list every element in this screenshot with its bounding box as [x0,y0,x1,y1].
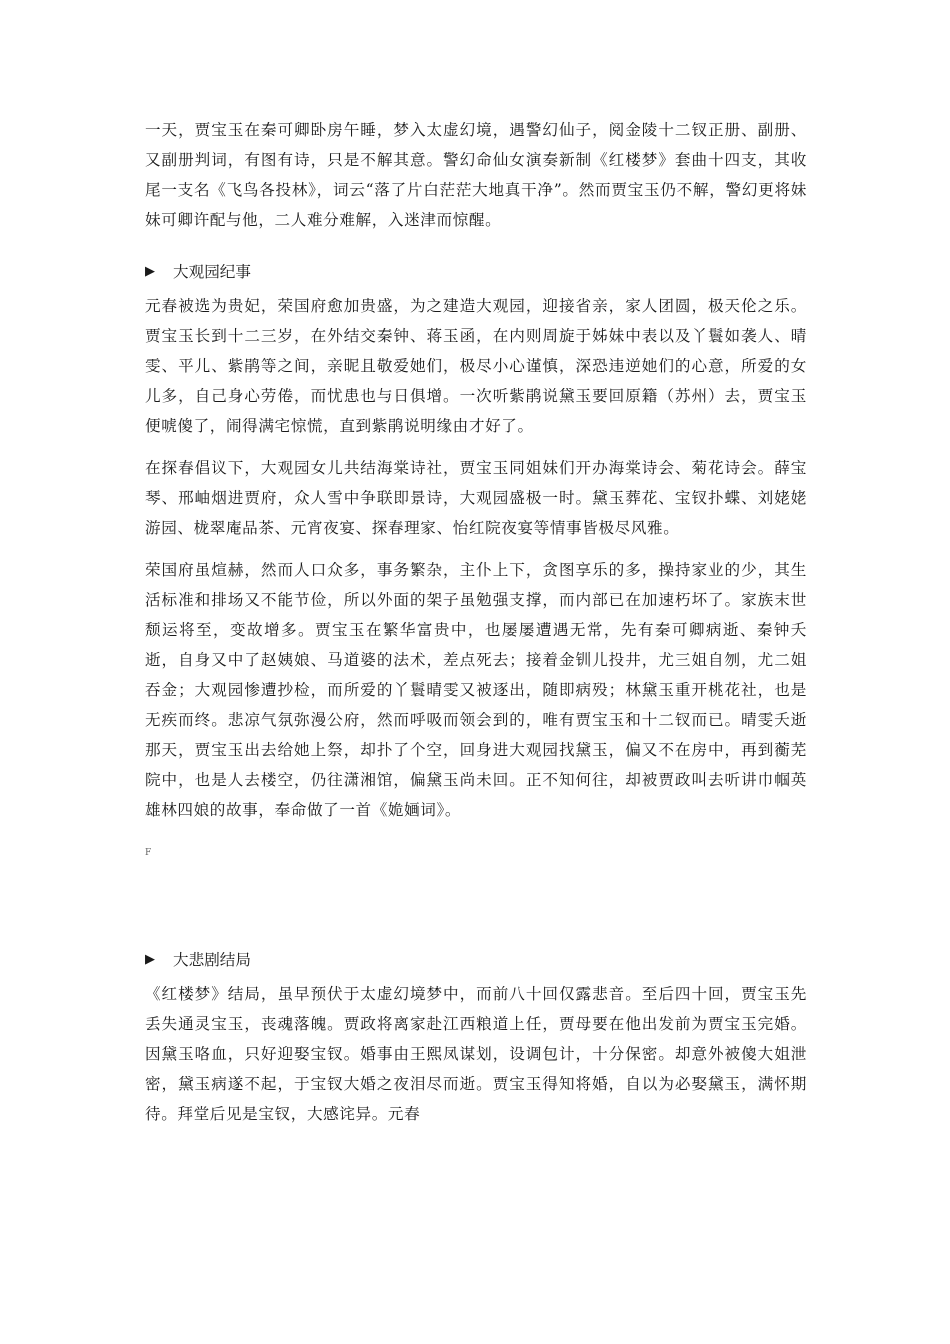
paragraph-ending: 《红楼梦》结局，虽早预伏于太虚幻境梦中，而前八十回仅露悲音。至后四十回，贾宝玉先丢失通灵宝玉，丧魂落魄。贾政将离家赴江西粮道上任，贾母要在他出发前为贾宝玉完婚。因黛玉咯血，只好迎娶宝钗。婚事由王熙凤谋划，设调包计，十分保密。却意外被傻大姐泄密，黛玉病遂不起，于宝钗大婚之夜泪尽而逝。贾宝玉得知将婚，自以为必娶黛玉，满怀期待。拜堂后见是宝钗，大感诧异。元春 [145,985,807,1123]
paragraph-decline: 荣国府虽煊赫，然而人口众多，事务繁杂，主仆上下，贪图享乐的多，操持家业的少，其生活标准和排场又不能节俭，所以外面的架子虽勉强支撑，而内部已在加速朽坏了。家族末世颓运将至，变故增多。贾宝玉在繁华富贵中，也屡屡遭遇无常，先有秦可卿病逝、秦钟夭逝，自身又中了赵姨娘、马道婆的法术，差点死去；接着金钏儿投井，尤三姐自刎，尤二姐吞金；大观园惨遭抄检，而所爱的丫鬟晴雯又被逐出，随即病殁；林黛玉重开桃花社，也是无疾而终。悲凉气氛弥漫公府，然而呼吸而领会到的，唯有贾宝玉和十二钗而已。晴雯夭逝那天，贾宝玉出去给她上祭，却扑了个空，回身进大观园找黛玉，偏又不在房中，再到蘅芜院中，也是人去楼空，仍往潇湘馆，偏黛玉尚未回。正不知何往，却被贾政叫去听讲巾帼英雄林四娘的故事，奉命做了一首《姽婳词》。 [145,561,807,819]
section-heading-tragic-ending [145,945,807,975]
triangle-bullet-icon: ▶ [145,264,155,279]
section-heading-label: 大观园纪事 [173,263,251,281]
triangle-bullet-icon: ▶ [145,952,155,967]
paragraph-yuanchun: 元春被选为贵妃，荣国府愈加贵盛，为之建造大观园，迎接省亲，家人团圆，极天伦之乐。贾宝玉长到十二三岁，在外结交秦钟、蒋玉函，在内则周旋于姊妹中表以及丫鬟如袭人、晴雯、平儿、紫鹃等之间，亲昵且敬爱她们，极尽小心谨慎，深恐违逆她们的心意，所爱的女儿多，自己身心劳倦，而忧患也与日俱增。一次听紫鹃说黛玉要回原籍（苏州）去，贾宝玉便唬傻了，闹得满宅惊慌，直到紫鹃说明缘由才好了。 [145,297,807,435]
paragraph-poetry-club: 在探春倡议下，大观园女儿共结海棠诗社，贾宝玉同姐妹们开办海棠诗会、菊花诗会。薛宝琴、邢岫烟进贾府，众人雪中争联即景诗，大观园盛极一时。黛玉葬花、宝钗扑蝶、刘姥姥游园、栊翠庵品茶、元宵夜宴、探春理家、怡红院夜宴等情事皆极尽风雅。 [145,459,807,537]
document-page [145,115,807,1129]
section-heading-label: 大悲剧结局 [173,951,251,969]
page-marker: F [145,848,152,858]
section-heading-grand-view-garden [145,257,807,287]
paragraph-dream: 一天，贾宝玉在秦可卿卧房午睡，梦入太虚幻境，遇警幻仙子，阅金陵十二钗正册、副册、又副册判词，有图有诗，只是不解其意。警幻命仙女演奏新制《红楼梦》套曲十四支，其收尾一支名《飞鸟各投林》，词云“落了片白茫茫大地真干净”。然而贾宝玉仍不解，警幻更将妹妹可卿许配与他，二人难分难解，入迷津而惊醒。 [145,121,807,229]
